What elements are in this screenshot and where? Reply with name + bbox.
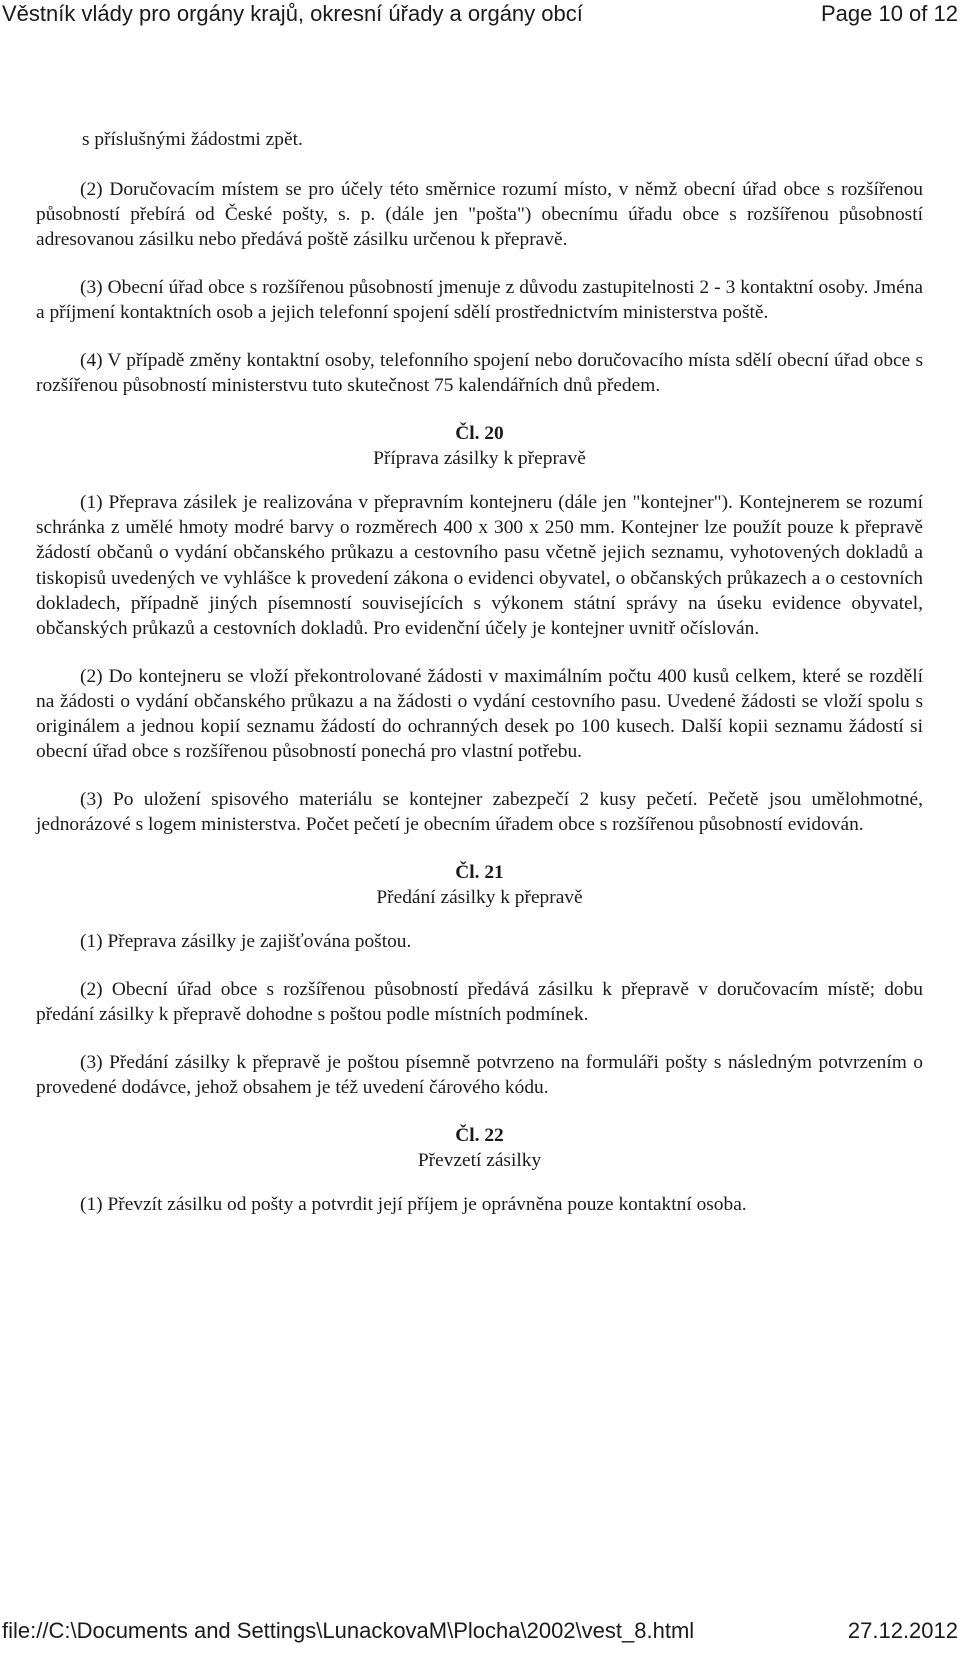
paragraph-19-3: (3) Obecní úřad obce s rozšířenou působností jmenuje z důvodu zastupitelnosti 2 - 3 kontaktní osoby. Jména a příjmení kontaktních osob a jejich telefonní spojení sdělí prostřednictvím ministerstva poště.: [36, 277, 923, 324]
article-21-heading: [36, 860, 923, 910]
article-20-heading: [36, 421, 923, 471]
article-21-title: Předání zásilky k přepravě: [376, 887, 583, 909]
print-date: 27.12.2012: [847, 1618, 958, 1643]
article-21-number: Čl. 21: [455, 862, 504, 884]
paragraph-19-4: (4) V případě změny kontaktní osoby, telefonního spojení nebo doručovacího místa sdělí obecní úřad obce s rozšířenou působností ministerstvu tuto skutečnost 75 kalendářních dnů předem.: [36, 350, 923, 397]
article-22-title: Převzetí zásilky: [417, 1150, 542, 1172]
paragraph-continuation: s příslušnými žádostmi zpět.: [82, 129, 303, 150]
file-path: file://C:\Documents and Settings\LunackovaM\Plocha\2002\vest_8.html: [2, 1618, 695, 1643]
document-title: Věstník vlády pro orgány krajů, okresní úřady a orgány obcí: [2, 1, 583, 26]
article-20-title: Příprava zásilky k přepravě: [373, 448, 586, 470]
paragraph-20-1: (1) Přeprava zásilek je realizována v přepravním kontejneru (dále jen "kontejner"). Kontejnerem se rozumí schránka z umělé hmoty modré barvy o rozměrech 400 x 300 x 250 mm. Kontejner lze použít pouze k přepravě žádostí občanů o vydání občanského průkazu a cestovního pasu včetně jejich seznamu, vyhotovených dokladů a tiskopisů uvedených ve vyhlášce k provedení zákona o evidenci obyvatel, o občanských průkazech a o cestovních dokladech, případně jiných písemností souvisejících s výkonem státní správy na úseku evidence obyvatel, občanských průkazů a cestovních dokladů. Pro evidenční účely je kontejner uvnitř očíslován.: [36, 492, 923, 640]
page-header: [0, 0, 960, 36]
paragraph-21-1: (1) Přeprava zásilky je zajišťována poštou.: [80, 931, 412, 953]
paragraph-21-2: (2) Obecní úřad obce s rozšířenou působností předává zásilku k přepravě v doručovacím místě; dobu předání zásilky k přepravě dohodne s poštou podle místních podmínek.: [36, 979, 923, 1026]
document-body: [36, 127, 923, 1240]
page-number: Page 10 of 12: [820, 1, 958, 26]
paragraph-19-2: (2) Doručovacím místem se pro účely této směrnice rozumí místo, v němž obecní úřad obce s rozšířenou působností přebírá od České pošty, s. p. (dále jen "pošta") obecnímu úřadu obce s rozšířenou působností adresovanou zásilku nebo předává poště zásilku určenou k přepravě.: [36, 178, 923, 251]
article-22-heading: [36, 1123, 923, 1173]
article-20-number: Čl. 20: [455, 423, 504, 444]
paragraph-22-1: (1) Převzít zásilku od pošty a potvrdit její příjem je oprávněna pouze kontaktní osoba.: [80, 1194, 747, 1216]
article-22-number: Čl. 22: [455, 1125, 504, 1147]
paragraph-21-3: (3) Předání zásilky k přepravě je poštou písemně potvrzeno na formuláři pošty s následným potvrzením o provedené dodávce, jehož obsahem je též uvedení čárového kódu.: [36, 1052, 923, 1099]
page-footer: [0, 1617, 960, 1647]
paragraph-20-2: (2) Do kontejneru se vloží překontrolované žádosti v maximálním počtu 400 kusů celkem, které se rozdělí na žádosti o vydání občanského průkazu a na žádosti o vydání cestovního pasu. Uvedené žádosti se vloží spolu s originálem a jednou kopií seznamu žádostí do ochranných desek po 100 kusech. Další kopii seznamu žádostí si obecní úřad obce s rozšířenou působností ponechá pro vlastní potřebu.: [36, 665, 923, 763]
paragraph-20-3: (3) Po uložení spisového materiálu se kontejner zabezpečí 2 kusy pečetí. Pečetě jsou umělohmotné, jednorázové s logem ministerstva. Počet pečetí je obecním úřadem obce s rozšířenou působností evidován.: [36, 789, 923, 836]
